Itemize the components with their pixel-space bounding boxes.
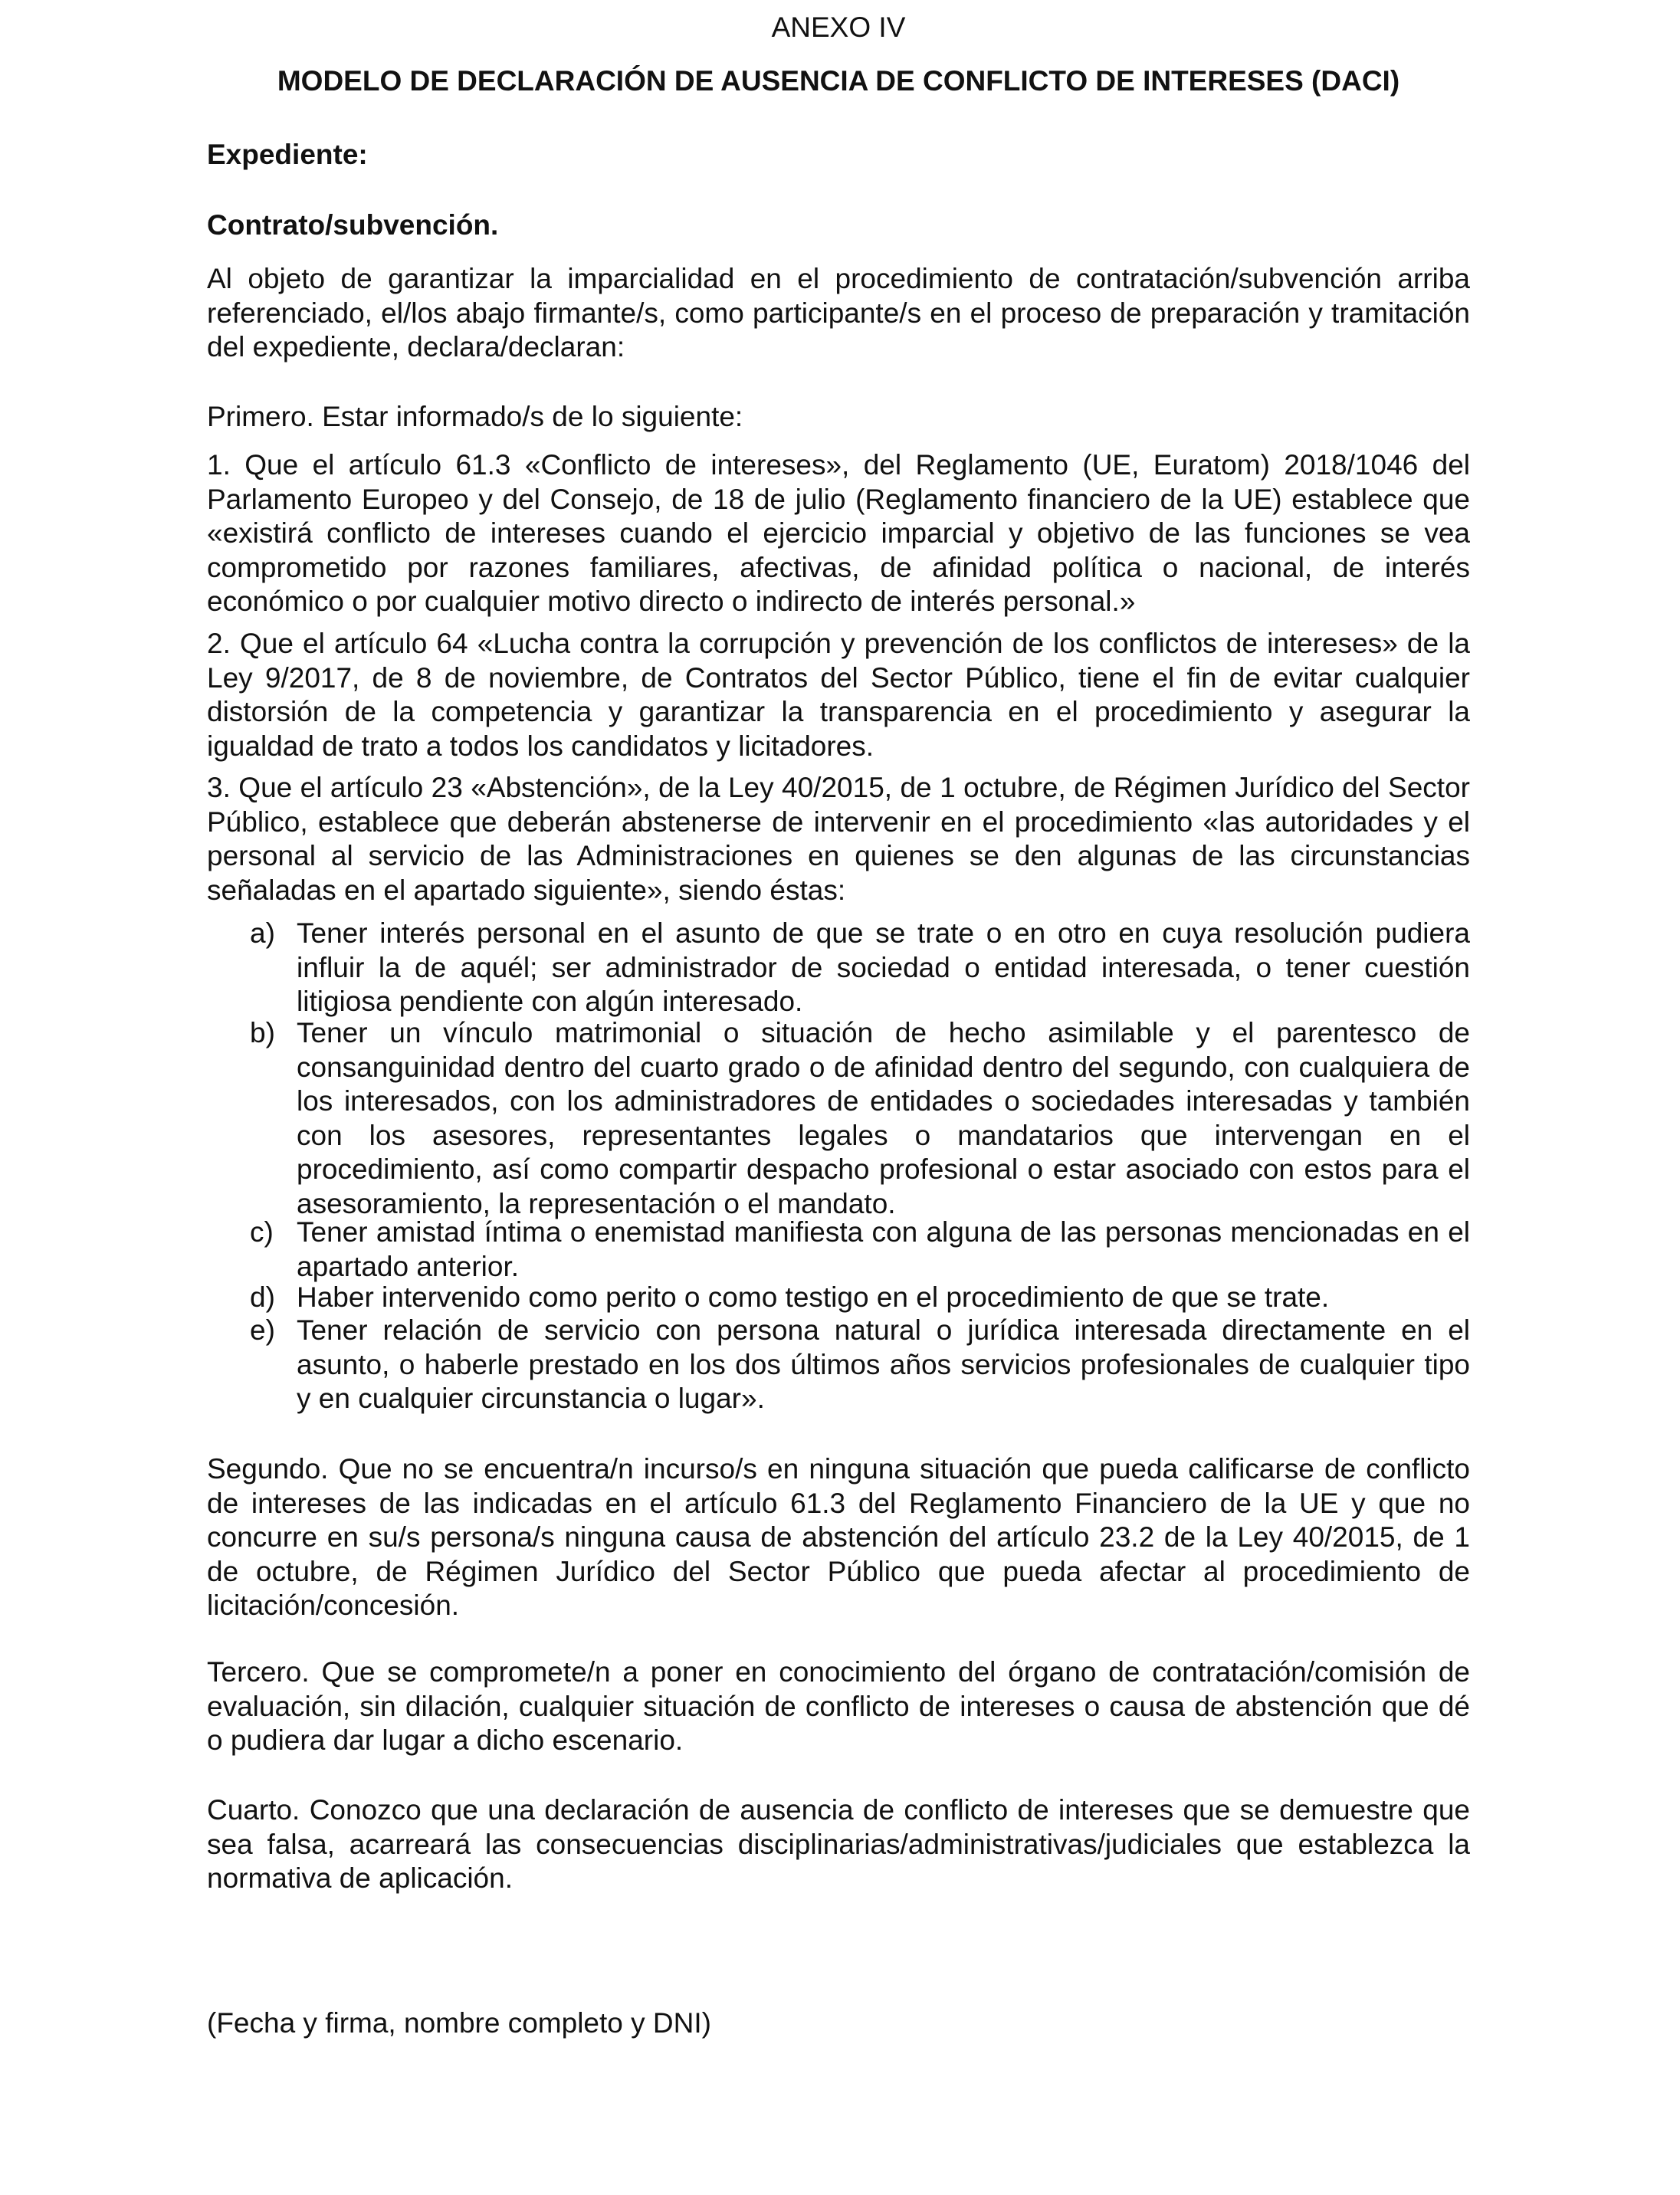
primero-item-1: 1. Que el artículo 61.3 «Conflicto de intereses», del Reglamento (UE, Euratom) 2018/1046 del Parlamento Europeo y del Consejo, de 18 de julio (Reglamento financiero de la UE) establece que «existirá conflicto de intereses cuando el ejercicio imparcial y objetivo de las funciones se vea comprometido por razones familiares, afectivas, de afinidad política o nacional, de interés económico o por cualquier motivo directo o indirecto de interés personal.» [207,449,1470,617]
primero-item-2: 2. Que el artículo 64 «Lucha contra la corrupción y prevención de los conflictos de intereses» de la Ley 9/2017, de 8 de noviembre, de Contratos del Sector Público, tiene el fin de evitar cualquier distorsión de la competencia y garantizar la transparencia en el procedimiento y asegurar la igualdad de trato a todos los candidatos y licitadores. [207,628,1470,762]
segundo-paragraph: Segundo. Que no se encuentra/n incurso/s en ninguna situación que pueda calificarse de conflicto de intereses de las indicadas en el artículo 61.3 del Reglamento Financiero de la UE y que no concurre en su/s persona/s ninguna causa de abstención del artículo 23.2 de la Ley 40/2015, de 1 de octubre, de Régimen Jurídico del Sector Público que pueda afectar al procedimiento de licitación/concesión. [207,1453,1470,1621]
primero-heading: Primero. Estar informado/s de lo siguiente: [207,401,743,432]
annex-label: ANEXO IV [771,11,906,43]
list-item-letter: c) [250,1216,274,1248]
primero-item-3: 3. Que el artículo 23 «Abstención», de la Ley 40/2015, de 1 octubre, de Régimen Jurídico del Sector Público, establece que deberán abstenerse de intervenir en el procedimiento «las autoridades y el personal al servicio de las Administraciones en quienes se den algunas de las circunstancias señaladas en el apartado siguiente», siendo éstas: [207,772,1470,906]
contrato-label: Contrato/subvención. [207,209,499,241]
list-item-text: Tener un vínculo matrimonial o situación de hecho asimilable y el parentesco de consanguinidad dentro del cuarto grado o de afinidad dentro del segundo, con cualquiera de los interesados, con los administradores de entidades o sociedades interesadas y también con los asesores, representantes legales o mandatarios que intervengan en el procedimiento, así como compartir despacho profesional o estar asociado con estos para el asesoramiento, la representación o el mandato. [297,1017,1470,1219]
list-item-text: Tener amistad íntima o enemistad manifiesta con alguna de las personas mencionadas en el apartado anterior. [297,1216,1470,1282]
list-item-letter: b) [250,1017,275,1048]
list-item-text: Tener relación de servicio con persona natural o jurídica interesada directamente en el asunto, o haberle prestado en los dos últimos años servicios profesionales de cualquier tipo y en cualquier circunstancia o lugar». [297,1314,1470,1414]
list-item-text: Haber intervenido como perito o como testigo en el procedimiento de que se trate. [297,1281,1330,1313]
document-title: MODELO DE DECLARACIÓN DE AUSENCIA DE CONFLICTO DE INTERESES (DACI) [277,65,1400,97]
list-item-text: Tener interés personal en el asunto de que se trate o en otro en cuya resolución pudiera influir la de aquél; ser administrador de sociedad o entidad interesada, o tener cuestión litigiosa pendiente con algún interesado. [297,917,1470,1017]
cuarto-paragraph: Cuarto. Conozco que una declaración de ausencia de conflicto de intereses que se demuestre que sea falsa, acarreará las consecuencias disciplinarias/administrativas/judiciales que establezca la normativa de aplicación. [207,1794,1470,1894]
expediente-label: Expediente: [207,139,368,170]
list-item-letter: a) [250,917,275,949]
intro-paragraph: Al objeto de garantizar la imparcialidad en el procedimiento de contratación/subvención arriba referenciado, el/los abajo firmante/s, como participante/s en el proceso de preparación y tramitación del expediente, declara/declaran: [207,263,1470,363]
list-item-letter: d) [250,1281,275,1313]
signature-line: (Fecha y firma, nombre completo y DNI) [207,2007,711,2039]
list-item-letter: e) [250,1314,275,1346]
tercero-paragraph: Tercero. Que se compromete/n a poner en conocimiento del órgano de contratación/comisión de evaluación, sin dilación, cualquier situación de conflicto de intereses o causa de abstención que dé o pudiera dar lugar a dicho escenario. [207,1656,1470,1756]
